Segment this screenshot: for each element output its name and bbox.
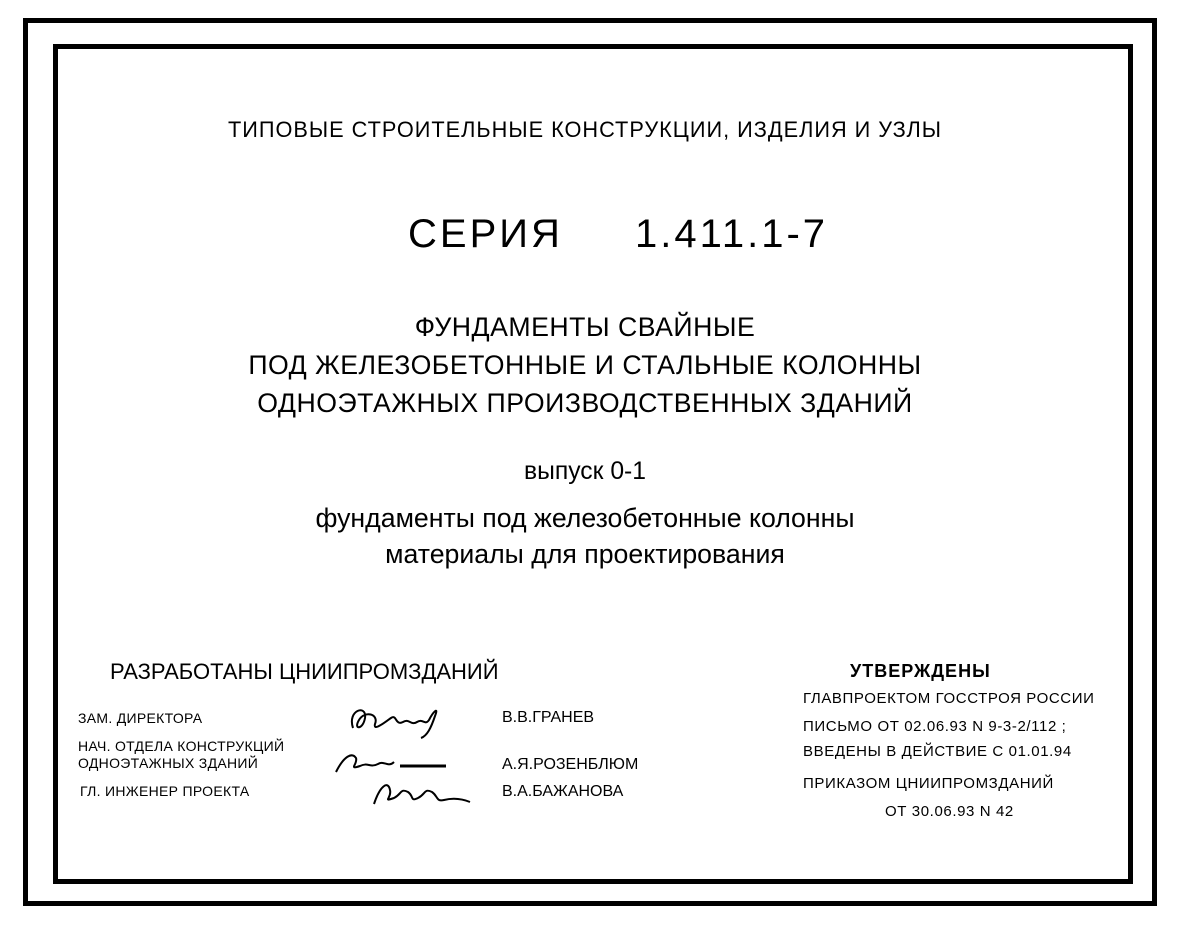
subtitle-line-1: фундаменты под железобетонные колонны: [315, 503, 855, 533]
approval-line-3: ВВЕДЕНЫ В ДЕЙСТВИЕ С 01.01.94: [803, 743, 1072, 760]
approval-line-5: ОТ 30.06.93 N 42: [885, 803, 1014, 820]
series-number: 1.411.1-7: [635, 212, 829, 256]
title-line-1: ФУНДАМЕНТЫ СВАЙНЫЕ: [414, 312, 756, 342]
role-deputy-director: ЗАМ. ДИРЕКТОРА: [78, 710, 203, 726]
developers-heading: РАЗРАБОТАНЫ ЦНИИПРОМЗДАНИЙ: [110, 659, 499, 684]
approval-line-2: ПИСЬМО ОТ 02.06.93 N 9-3-2/112 ;: [803, 718, 1067, 735]
title-line-3: ОДНОЭТАЖНЫХ ПРОИЗВОДСТВЕННЫХ ЗДАНИЙ: [257, 388, 913, 418]
name-chief-engineer: В.А.БАЖАНОВА: [502, 783, 624, 800]
series-label: СЕРИЯ: [408, 212, 563, 256]
signature-bazhanova: [370, 778, 480, 810]
issue-number: выпуск 0-1: [523, 457, 647, 485]
role-chief-engineer: ГЛ. ИНЖЕНЕР ПРОЕКТА: [80, 783, 250, 799]
approval-line-4: ПРИКАЗОМ ЦНИИПРОМЗДАНИЙ: [803, 775, 1054, 792]
subtitle-line-2: материалы для проектирования: [385, 539, 785, 569]
approval-line-1: ГЛАВПРОЕКТОМ ГОССТРОЯ РОССИИ: [803, 690, 1095, 707]
role-department-head-line-2: ОДНОЭТАЖНЫХ ЗДАНИЙ: [78, 755, 259, 771]
signature-rozenblyum: [330, 748, 450, 778]
document-header: ТИПОВЫЕ СТРОИТЕЛЬНЫЕ КОНСТРУКЦИИ, ИЗДЕЛИЯ И УЗЛЫ: [228, 117, 942, 142]
role-department-head-line-1: НАЧ. ОТДЕЛА КОНСТРУКЦИЙ: [78, 738, 285, 754]
approval-heading: УТВЕРЖДЕНЫ: [850, 661, 991, 681]
name-department-head: А.Я.РОЗЕНБЛЮМ: [502, 756, 639, 773]
name-deputy-director: В.В.ГРАНЕВ: [502, 709, 595, 726]
title-line-2: ПОД ЖЕЛЕЗОБЕТОННЫЕ И СТАЛЬНЫЕ КОЛОННЫ: [248, 350, 922, 380]
signature-granev: [345, 700, 445, 742]
